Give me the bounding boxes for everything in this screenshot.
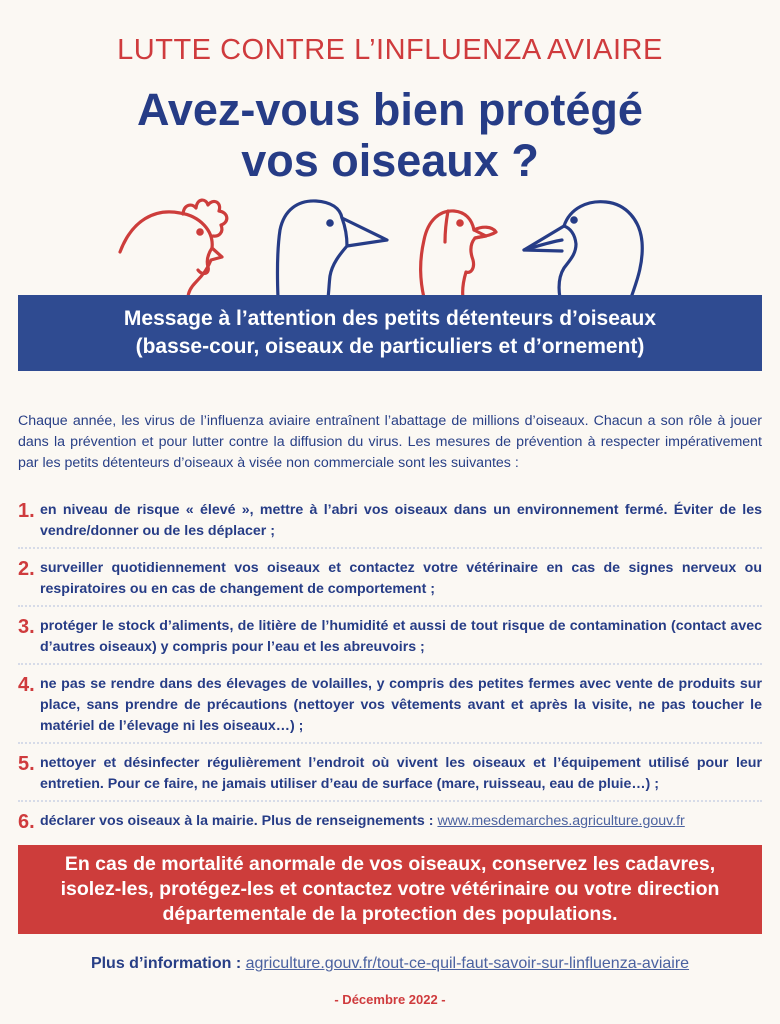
warning-line-1: En cas de mortalité anormale de vos oiseaux, conservez les cadavres, (64, 853, 716, 875)
item-number: 5. (18, 753, 35, 775)
warning-line-2: isolez-les, protégez-les et contactez votre vétérinaire ou votre direction (60, 878, 720, 900)
item-number: 1. (18, 500, 35, 522)
more-information (0, 954, 780, 974)
banner-line-2: (basse-cour, oiseaux de particuliers et d’ornement) (135, 335, 645, 358)
item-text: ne pas se rendre dans des élevages de volailles, y compris des petites fermes avec vente de produits sur place, sans prendre de précautions (nettoyer vos vêtements avant et après la visite, ne pas toucher le matériel de l’élevage ni les oiseaux…) ; (40, 676, 762, 734)
item-text: protéger le stock d’aliments, de litière de l’humidité et aussi de tout risque de contamination (contact avec d’autres oiseaux) y compris pour l’eau et les abreuvoirs ; (40, 618, 762, 655)
item-number: 4. (18, 674, 35, 696)
banner-line-1: Message à l’attention des petits détenteurs d’oiseaux (123, 307, 657, 330)
title-line-1: Avez-vous bien protégé (137, 84, 643, 135)
item-number: 3. (18, 616, 35, 638)
divider (18, 605, 762, 607)
divider (18, 742, 762, 744)
mesdemarches-link[interactable]: www.mesdemarches.agriculture.gouv.fr (437, 813, 685, 829)
list-item (18, 674, 762, 737)
publication-date: - Décembre 2022 - (334, 992, 446, 1007)
list-item (18, 753, 762, 795)
mortality-warning (18, 845, 762, 934)
list-item (18, 616, 762, 658)
audience-banner (18, 295, 762, 371)
birds-illustration (118, 190, 662, 298)
more-info-label: Plus d’information : (90, 955, 246, 972)
duck-icon (524, 202, 642, 298)
item-text: nettoyer et désinfecter régulièrement l’endroit où vivent les oiseaux et l’équipement utilisé pour leur entretien. Pour ce faire, ne jamais utiliser d’eau de surface (mare, ruisseau, eau de pluie…) ; (40, 755, 762, 792)
title-line-2: vos oiseaux ? (241, 135, 539, 186)
item-text: déclarer vos oiseaux à la mairie. Plus de renseignements : (40, 813, 438, 829)
campaign-kicker: LUTTE CONTRE L’INFLUENZA AVIAIRE (117, 34, 663, 66)
item-number: 2. (18, 558, 35, 580)
divider (18, 663, 762, 665)
page-title (0, 84, 780, 186)
rooster-icon (120, 200, 227, 298)
item-text: surveiller quotidiennement vos oiseaux et contactez votre vétérinaire en cas de signes nerveux ou respiratoires ou en cas de changement de comportement ; (40, 560, 762, 597)
intro-paragraph: Chaque année, les virus de l’influenza aviaire entraînent l’abattage de millions d’oiseaux. Chacun a son rôle à jouer dans la prévention et pour lutter contre la diffusion du virus. Les mesures de prévention à respecter impérativement par les petits détenteurs d’oiseaux à visée non commerciale sont les suivantes : (18, 413, 762, 471)
warning-line-3: départementale de la protection des populations. (162, 903, 618, 925)
divider (18, 800, 762, 802)
item-number: 6. (18, 811, 35, 833)
more-info-link[interactable]: agriculture.gouv.fr/tout-ce-quil-faut-savoir-sur-linfluenza-aviaire (245, 955, 690, 972)
item-text: en niveau de risque « élevé », mettre à l’abri vos oiseaux dans un environnement fermé. Éviter de les vendre/donner ou de les déplacer ; (40, 502, 762, 539)
divider (18, 547, 762, 549)
prevention-measures-list (18, 500, 762, 837)
list-item (18, 558, 762, 600)
list-item (18, 500, 762, 542)
goose-icon (277, 201, 387, 298)
turkey-icon (421, 211, 496, 298)
list-item (18, 811, 762, 832)
